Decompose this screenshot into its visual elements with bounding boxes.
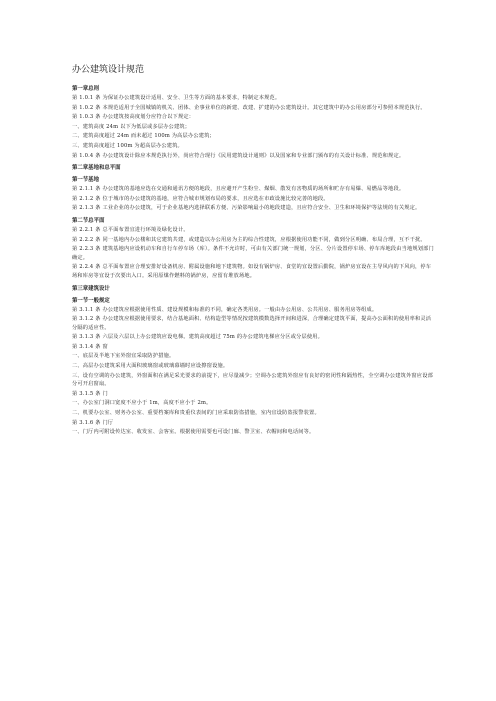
- paragraph: 一、建筑高度 24m 以下为低层或多层办公建筑；: [72, 123, 191, 130]
- paragraph: 三、建筑高度超过 100m 为超高层办公建筑。: [72, 142, 183, 149]
- paragraph: 一、办公室门洞口宽度不应小于 1m，高度不应小于 2m。: [72, 400, 212, 407]
- paragraph: 一、门厅内可附设传达室、收发室、会客室。根据使用需要也可设门廊、警卫室、衣帽间和电话间等。: [72, 429, 315, 436]
- section-heading: 第一节一般规定: [72, 297, 110, 304]
- paragraph: 三、设有空调的办公建筑，外窗面积在满足采光要求的前提下，应尽量减少；空调办公建筑外窗应有良好的密闭性和隔热性，全空调办公建筑外窗应设部分可开启窗扇。: [72, 372, 433, 388]
- section-heading: 第二章基地和总平面: [72, 165, 121, 172]
- section-heading: 第二节总平面: [72, 217, 105, 224]
- paragraph: 第 3.1.1 条 办公建筑应根据使用性质、建设规模和标准的不同，确定各类用房。一般由办公用房、公共用房、服务用房等组成。: [72, 306, 378, 313]
- paragraph: 第 3.1.4 条 窗: [72, 343, 108, 350]
- paragraph: 第 1.0.1 条 为保证办公建筑设计适用、安全、卫生等方面的基本要求，特制定本规范。: [72, 95, 281, 101]
- paragraph: 第 2.1.1 条 办公建筑的基地应选在交通和通讯方便的地段，且应避开产生粉尘、煤烟、散发有害物质的场所和贮存有易爆、易燃品等地段。: [72, 186, 405, 193]
- paragraph: 第 3.1.3 条 六层及六层以上办公建筑应设电梯。建筑高度超过 75m 的办公建筑电梯应分区或分层使用。: [72, 334, 324, 341]
- paragraph: 第 1.0.4 条 办公建筑设计除应本规范执行外，尚应符合现行《民用建筑设计通则》以及国家和专业部门颁布的有关设计标准、规范和规定。: [72, 152, 405, 159]
- paragraph: 一、底层及半地下室外窗宜采取防护措施。: [72, 353, 175, 360]
- paragraph: 第 1.0.2 条 本规范适用于全国城镇的机关、团体、企事业单位的新建、改建、扩建的办公建筑设计。其它建筑中的办公用房部分可参照本规范执行。: [72, 104, 426, 111]
- paragraph: 二、机要办公室、财务办公室、重要档案库和贵重仪表间的门应采取防盗措施，室内宜设防盗报警装置。: [72, 410, 320, 417]
- paragraph: 第 2.2.2 条 同一基地内办公楼和其它建筑共建，或建造以办公用房为主的综合性建筑，应根据使用功能不同，做到分区明确、布局合理，互不干扰。: [72, 236, 426, 243]
- paragraph: 第 2.1.3 条 工业企业的办公建筑，可于企业基地内选择联系方便、污染影响最小的地段建造，且应符合安全、卫生和环境保护等法规的有关规定。: [72, 205, 421, 212]
- paragraph: 第 2.2.4 条 总平面布置应合理安排好设备机房、附属设施和地下建筑物。如设有锅炉房、食堂的宜设置后勤院，锅炉房宜设在主导风向的下风向，停车场和库房等宜设于次要出入口。采用原煤作燃料的锅炉房，应留有堆放场地。: [72, 264, 432, 279]
- section-heading: 第三章建筑设计: [72, 285, 110, 292]
- page-title: 办公建筑设计规范: [72, 65, 145, 75]
- paragraph: 二、建筑高度超过 24m 而未超过 100m 为高层办公建筑；: [72, 133, 215, 140]
- paragraph: 第 1.0.3 条 办公建筑按高度划分应符合以下规定：: [72, 114, 195, 121]
- paragraph: 第 2.1.2 条 位于城市的办公建筑的基地，应符合城市规划布局的要求，且应选在市政设施比较完善的地段。: [72, 195, 329, 202]
- paragraph: 第 3.1.5 条 门: [72, 390, 108, 397]
- section-heading: 第一节基地: [72, 177, 99, 184]
- section-heading: 第一章总则: [72, 86, 99, 92]
- paragraph: 二、高层办公建筑采用大面积玻璃窗或玻璃幕墙时应设擦窗设施。: [72, 363, 229, 370]
- paragraph: 第 3.1.2 条 办公建筑应根据使用要求，结合基地面积、结构造型等情况按建筑模数选择开间和进深，合理确定建筑平面，提高办公面积的使用率和灵活分隔的适应性。: [72, 316, 432, 331]
- paragraph: 第 2.2.1 条 总平面布置宜进行环境及绿化设计。: [72, 226, 189, 233]
- paragraph: 第 2.2.3 条 建筑基地内应设机动车和自行车停车场（库）。条件不允许时，可由有关部门统一规划，分区、分片设置停车场、停车库地段由当地规划部门确定。: [72, 246, 434, 261]
- document-body: [72, 85, 436, 437]
- paragraph: 第 3.1.6 条 门厅: [72, 419, 114, 426]
